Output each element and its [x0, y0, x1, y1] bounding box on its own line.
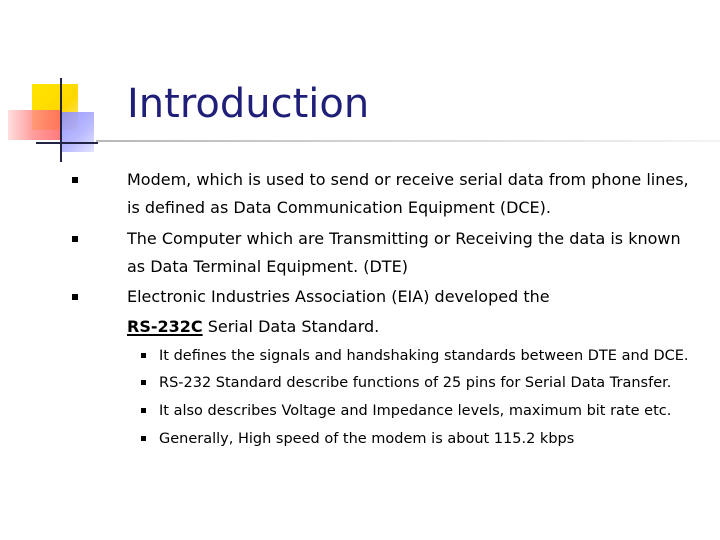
- sub-bullet-item: [159, 400, 704, 422]
- bullet-item-computer: [127, 225, 702, 281]
- sub-bullet-text: It also describes Voltage and Impedance levels, maximum bit rate etc.: [159, 403, 672, 419]
- bullet-text: The Computer which are Transmitting or Receiving the data is known as Data Terminal Equipment. (DTE): [127, 229, 681, 276]
- slide-logo-decoration: [0, 0, 110, 170]
- sub-bullet-text: RS-232 Standard describe functions of 25 pins for Serial Data Transfer.: [159, 375, 672, 391]
- sub-bullet-item: [159, 428, 704, 450]
- blue-square-decoration: [60, 112, 94, 152]
- red-square-decoration: [8, 110, 60, 140]
- rs232c-link[interactable]: RS-232C: [127, 317, 203, 336]
- sub-bullet-square-icon: [141, 380, 146, 385]
- sub-bullet-square-icon: [141, 353, 146, 358]
- title-underline-rule: [96, 140, 720, 142]
- sub-bullet-text: It defines the signals and handshaking standards between DTE and DCE.: [159, 348, 689, 364]
- sub-bullet-text: Generally, High speed of the modem is about 115.2 kbps: [159, 431, 575, 447]
- bullet-text: Electronic Industries Association (EIA) developed the: [127, 287, 550, 306]
- bullet-item-eia: [127, 282, 702, 342]
- vertical-line-decoration: [60, 78, 62, 162]
- slide-title: Introduction: [127, 81, 370, 127]
- sub-bullet-square-icon: [141, 408, 146, 413]
- sub-bullet-square-icon: [141, 436, 146, 441]
- bullet-item-modem: [127, 166, 702, 222]
- bullet-text-continued: Serial Data Standard.: [202, 317, 380, 336]
- bullet-square-icon: [72, 294, 78, 300]
- horizontal-line-decoration: [36, 142, 98, 144]
- sub-bullet-item: [159, 345, 704, 367]
- sub-bullet-item: [159, 372, 704, 394]
- bullet-text: Modem, which is used to send or receive serial data from phone lines, is defined as Data Communication Equipment (DCE).: [127, 170, 689, 217]
- bullet-square-icon: [72, 177, 78, 183]
- bullet-square-icon: [72, 236, 78, 242]
